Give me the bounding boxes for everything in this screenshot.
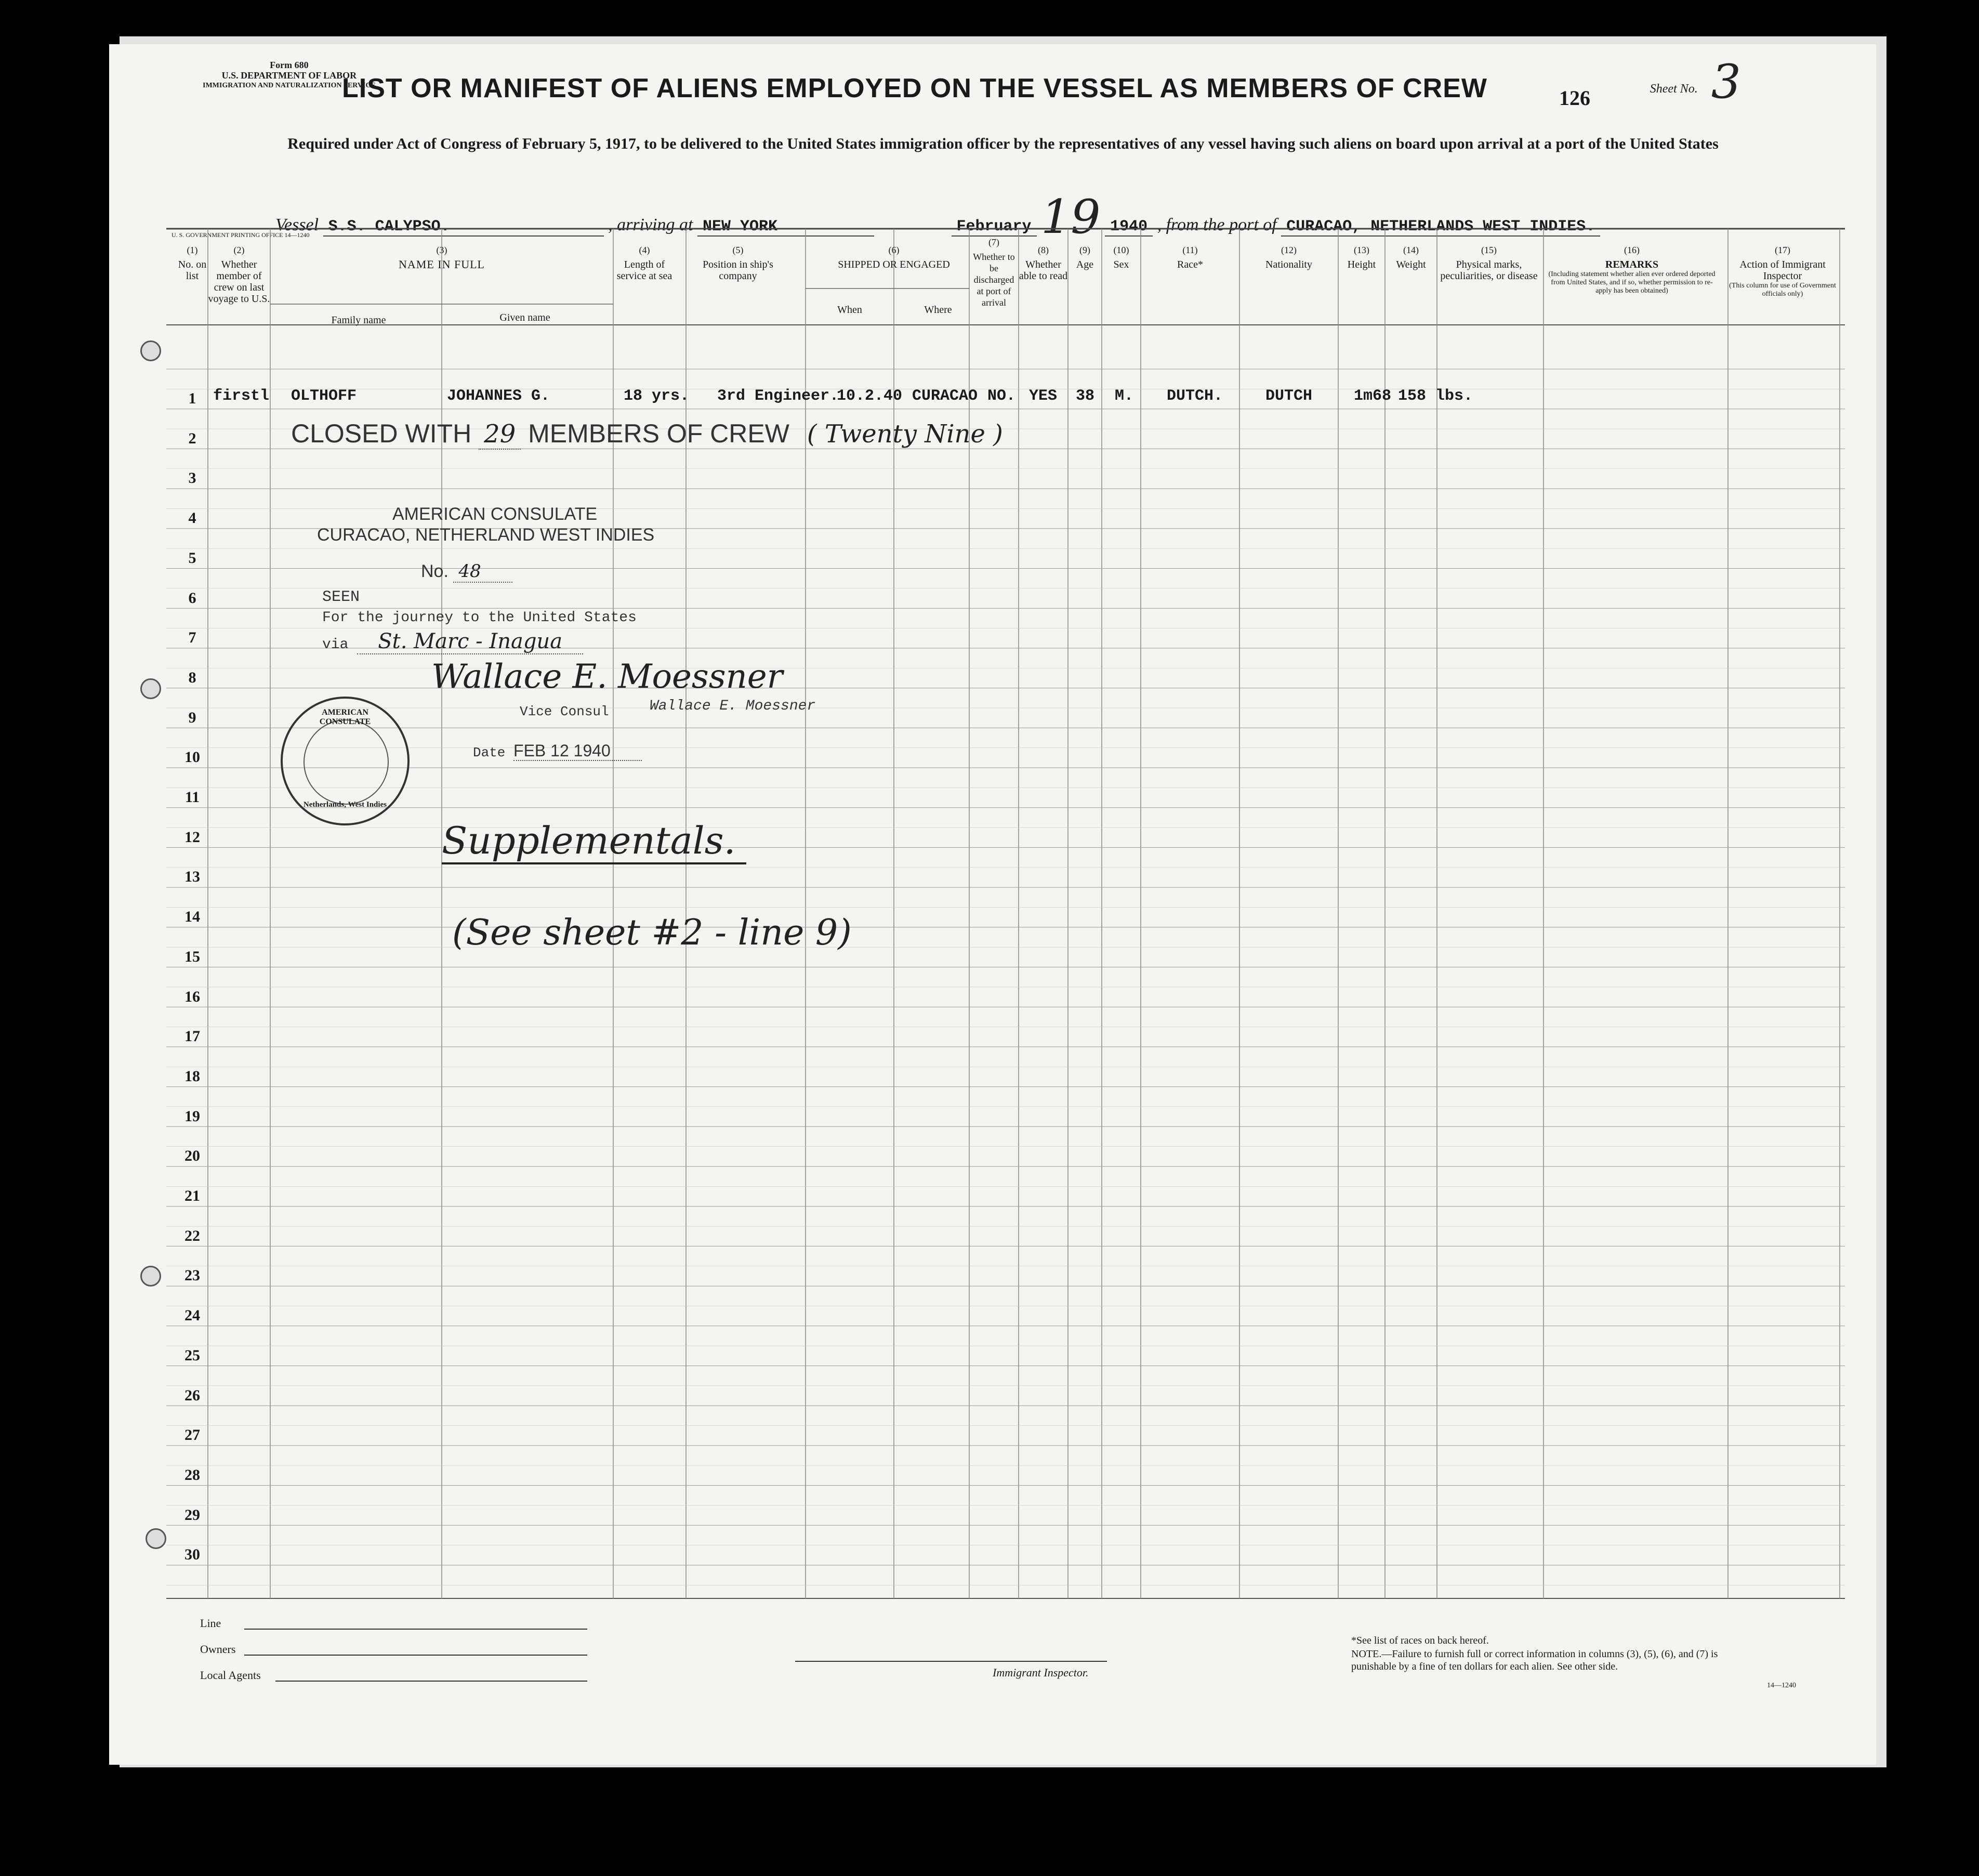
row-number: 10: [184, 749, 200, 766]
footer-agents-field: [275, 1681, 587, 1682]
row-number: 22: [184, 1227, 200, 1244]
row1-age: 38: [1076, 387, 1095, 405]
penalty-note: NOTE.—Failure to furnish full or correct information in columns (3), (5), (6), and (7) is punishable by a fine of ten dollars for each alien. See other side.: [1351, 1648, 1718, 1672]
row1-family-name: OLTHOFF: [291, 387, 357, 405]
footer-owners-label: Owners: [200, 1643, 236, 1656]
binder-hole: [140, 678, 161, 699]
row-number: 12: [184, 828, 200, 846]
row-number: 5: [188, 549, 196, 567]
row-number: 30: [184, 1546, 200, 1564]
col-header-5: (5) Position in ship's company: [703, 245, 773, 282]
col-header-11: (11) Race*: [1177, 245, 1203, 270]
row-number: 27: [184, 1426, 200, 1444]
row-number: 13: [184, 868, 200, 886]
row-number: 6: [188, 589, 196, 607]
row-number: 8: [188, 668, 196, 686]
row-number: 21: [184, 1187, 200, 1204]
col-header-16: (16) REMARKS (Including statement whether alien ever ordered deported from United States, and if so, whether permission to re-apply has been obtained): [1548, 245, 1716, 295]
col-header-given: Given name: [499, 312, 550, 323]
arrival-month: February: [952, 218, 1037, 237]
service: IMMIGRATION AND NATURALIZATION SERVICE: [203, 82, 376, 89]
row-number: 4: [188, 509, 196, 527]
vessel-name: S.S. CALYPSO.: [323, 218, 604, 237]
col-header-14: (14) Weight: [1396, 245, 1426, 270]
col-header-8: (8) Whether able to read: [1019, 245, 1068, 282]
row1-position: 3rd Engineer.: [717, 387, 839, 405]
row-number: 26: [184, 1386, 200, 1404]
crew-count-words: ( Twenty Nine ): [807, 419, 1003, 449]
row-number: 20: [184, 1147, 200, 1165]
supplemental-note: Supplementals.: [442, 819, 746, 864]
col-header-12: (12) Nationality: [1265, 245, 1312, 270]
col-header-13: (13) Height: [1347, 245, 1376, 270]
see-sheet-note: (See sheet #2 - line 9): [452, 912, 852, 953]
via-line: via St. Marc - Inagua: [322, 632, 583, 655]
row-number: 25: [184, 1346, 200, 1364]
sheet-number-label: Sheet No. 3: [1650, 55, 1741, 109]
row-number: 14: [184, 908, 200, 926]
col-header-6: (6) SHIPPED OR ENGAGED: [838, 245, 950, 270]
row1-race: DUTCH.: [1167, 387, 1223, 405]
col-header-family: Family name: [331, 314, 386, 326]
vessel-line: Vessel S.S. CALYPSO. , arriving at NEW YORK February 19 1940 , from the port of CURACAO, NETHERLANDS WEST INDIES.: [275, 190, 1600, 244]
row1-weight: 158 lbs.: [1398, 387, 1473, 405]
col-header-3: (3) NAME IN FULL: [399, 245, 485, 271]
row-number: 18: [184, 1067, 200, 1085]
footer-agents-label: Local Agents: [200, 1669, 261, 1682]
row-number: 16: [184, 988, 200, 1005]
page-subtitle: Required under Act of Congress of February 5, 1917, to be delivered to the United States immigration officer by the representatives of any vessel having such aliens on board upon arrival at a port of the United States: [287, 135, 1719, 152]
consulate-no: No. 48: [421, 561, 512, 581]
row1-read: YES: [1029, 387, 1058, 405]
row-number: 17: [184, 1028, 200, 1045]
binder-hole: [140, 340, 161, 361]
col-header-7: (7) Whether to be discharged at port of arrival: [973, 237, 1015, 308]
closed-with-line: CLOSED WITH 29 MEMBERS OF CREW ( Twenty Nine ): [291, 419, 1003, 449]
col-header-10: (10) Sex: [1113, 245, 1129, 270]
vice-consul-name: Wallace E. Moessner: [650, 698, 816, 714]
row-number: 15: [184, 948, 200, 965]
page-title: LIST OR MANIFEST OF ALIENS EMPLOYED ON THE VESSEL AS MEMBERS OF CREW: [342, 73, 1487, 103]
row1-given-name: JOHANNES G.: [447, 387, 550, 405]
footer-line-label: Line: [200, 1617, 221, 1630]
row-number: 11: [184, 789, 200, 806]
col-header-15: (15) Physical marks, peculiarities, or disease: [1440, 245, 1538, 282]
row1-discharged: NO.: [987, 387, 1016, 405]
journey-label: For the journey to the United States: [322, 610, 637, 626]
row-number: 24: [184, 1307, 200, 1324]
row-number: 23: [184, 1267, 200, 1284]
col-header-2: (2) Whether member of crew on last voyage to U.S.: [208, 245, 270, 305]
row1-height: 1m68: [1354, 387, 1392, 405]
row1-service: 18 yrs.: [624, 387, 690, 405]
seen-label: SEEN: [322, 588, 360, 606]
row-number: 29: [184, 1506, 200, 1524]
consulate-line2: CURACAO, NETHERLAND WEST INDIES: [317, 525, 655, 545]
col-header-1: (1) No. on list: [178, 245, 207, 282]
col-header-4: (4) Length of service at sea: [616, 245, 672, 282]
row-number: 19: [184, 1107, 200, 1125]
row1-voyage: firstl: [213, 387, 270, 405]
arrival-port: NEW YORK: [697, 218, 874, 237]
row-number: 3: [188, 469, 196, 487]
arrival-year: 1940: [1105, 218, 1153, 237]
row-number: 7: [188, 629, 196, 647]
row-number: 9: [188, 709, 196, 726]
binder-hole: [146, 1528, 166, 1549]
binder-hole: [140, 1266, 161, 1287]
seal-eagle-emblem: [304, 719, 389, 805]
form-number: Form 680: [270, 60, 309, 70]
col-header-where: Where: [924, 304, 952, 316]
manifest-sheet: [109, 44, 1876, 1765]
row-number: 28: [184, 1466, 200, 1484]
page-number: 126: [1559, 86, 1590, 110]
arrival-day: 19: [1041, 190, 1101, 244]
inspector-label: Immigrant Inspector.: [993, 1666, 1089, 1679]
col-header-17: (17) Action of Immigrant Inspector (This column for use of Government officials only): [1729, 245, 1836, 298]
consulate-line1: AMERICAN CONSULATE: [392, 504, 598, 524]
footer-line-field: [244, 1629, 587, 1630]
departure-port: CURACAO, NETHERLANDS WEST INDIES.: [1281, 218, 1600, 237]
col-header-9: (9) Age: [1076, 245, 1094, 270]
sheet-number: 3: [1711, 55, 1741, 109]
col-header-when: When: [837, 304, 862, 316]
row-number: 1: [188, 390, 196, 407]
consulate-seal: AMERICAN CONSULATE Netherlands, West Indies: [281, 697, 410, 825]
footer-owners-field: [244, 1655, 587, 1656]
races-note: *See list of races on back hereof.: [1351, 1635, 1489, 1646]
stamp-date: Date FEB 12 1940: [473, 741, 642, 763]
row1-when: 10.2.40: [837, 387, 903, 405]
printing-office: U. S. GOVERNMENT PRINTING OFFICE 14—1240: [171, 231, 310, 239]
row1-sex: M.: [1115, 387, 1134, 405]
crew-count: 29: [479, 419, 521, 450]
inspector-signature-field: [795, 1661, 1107, 1662]
footer-code: 14—1240: [1767, 1682, 1796, 1689]
row1-where: CURACAO: [912, 387, 978, 405]
consul-signature: Wallace E. Moessner: [431, 658, 783, 696]
department: U.S. DEPARTMENT OF LABOR: [221, 70, 357, 81]
row1-nationality: DUTCH: [1265, 387, 1313, 405]
row-number: 2: [188, 429, 196, 447]
vice-consul-label: Vice Consul: [520, 704, 609, 719]
